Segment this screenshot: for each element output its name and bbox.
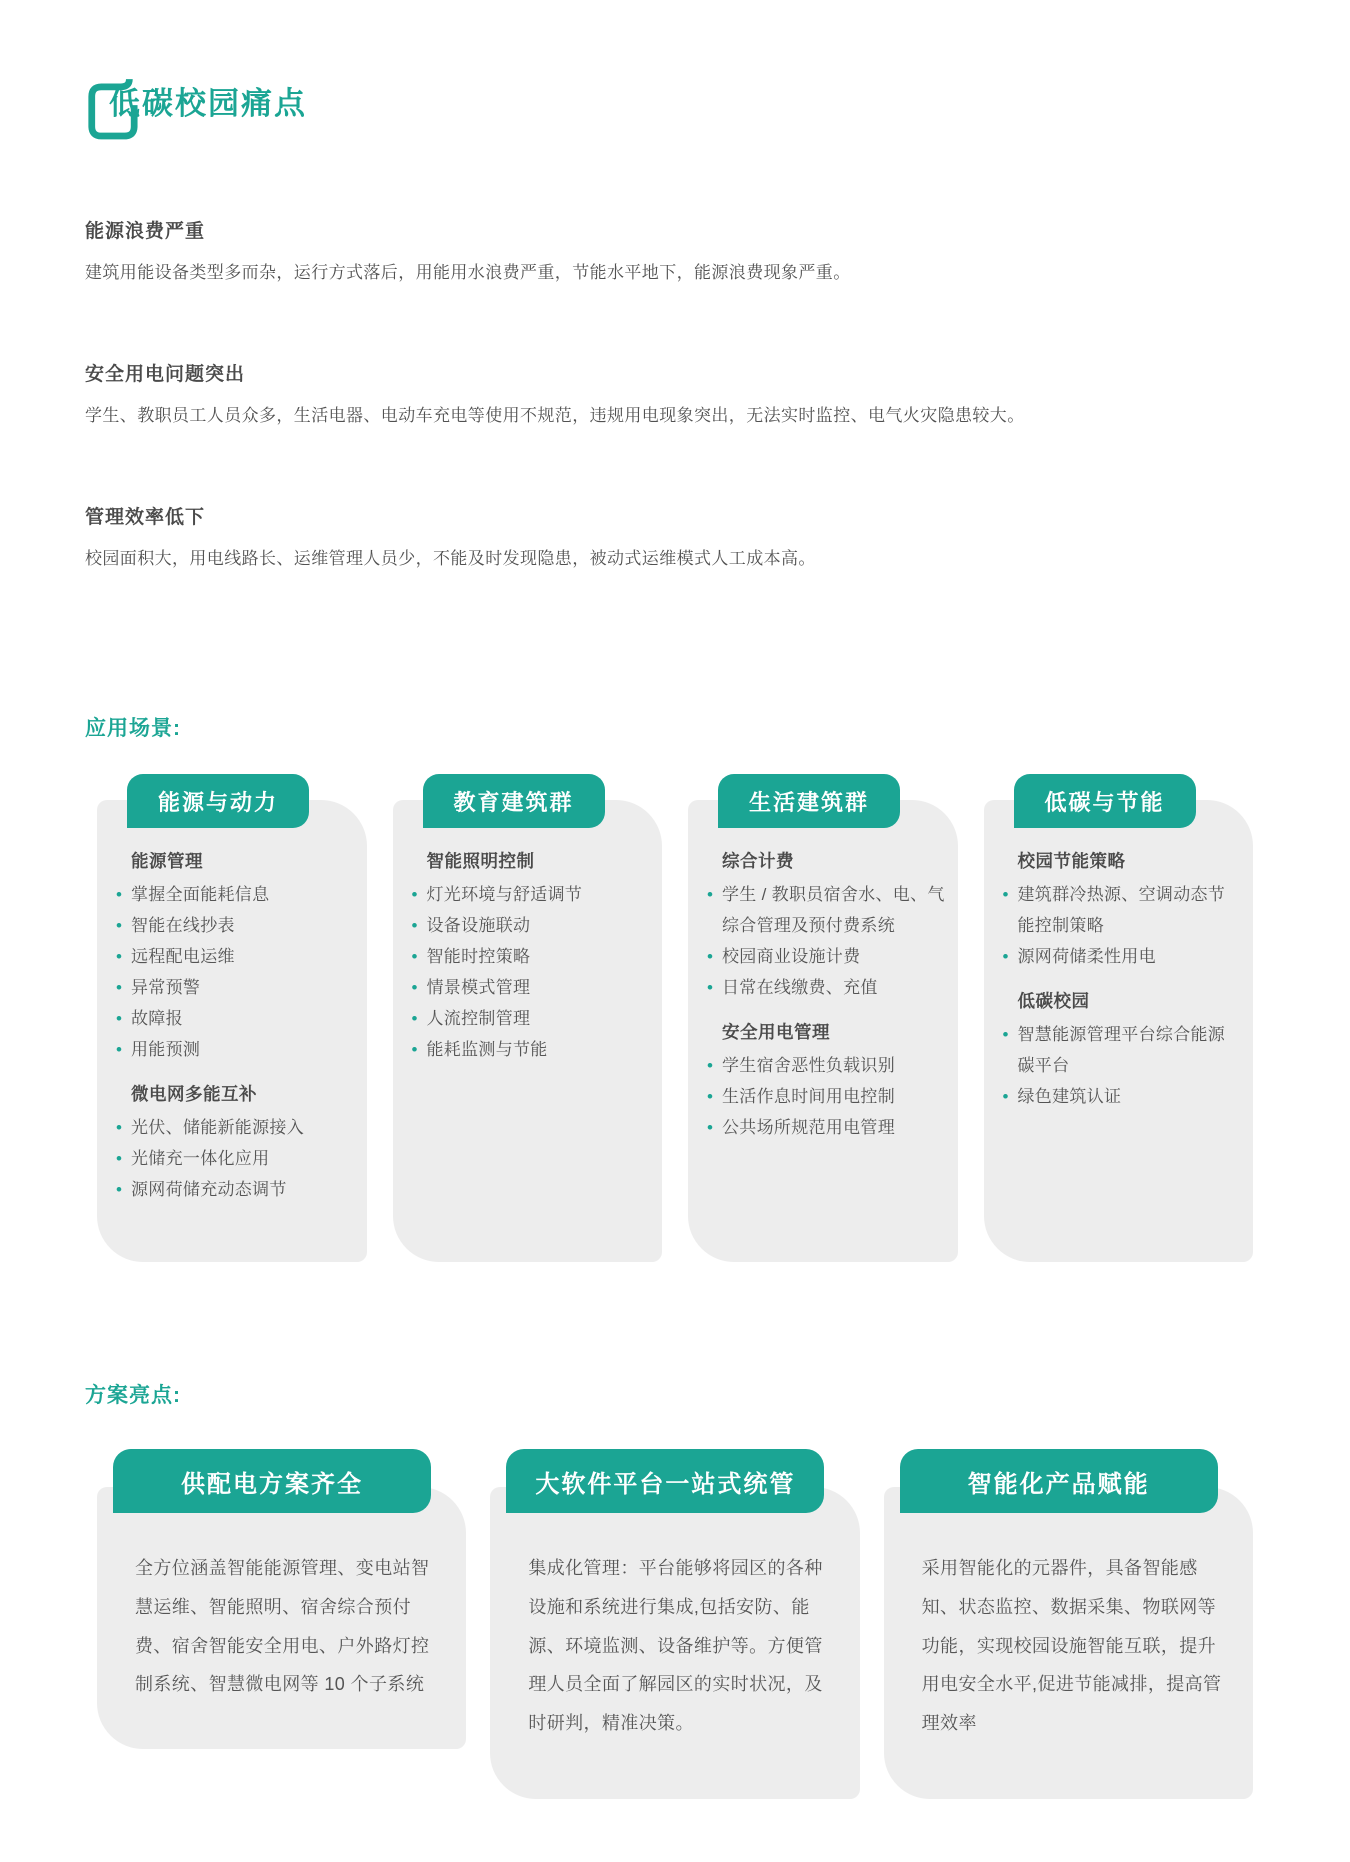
- highlight-card-tab: 供配电方案齐全: [113, 1449, 431, 1513]
- highlight-card-tab: 大软件平台一站式统管: [506, 1449, 824, 1513]
- highlight-card-desc: 集成化管理：平台能够将园区的各种设施和系统进行集成,包括安防、能源、环境监测、设备维护等。方便管理人员全面了解园区的实时状况，及时研判，精准决策。: [528, 1558, 823, 1734]
- highlight-card-body: [884, 1487, 1253, 1770]
- scene-bullet-list: [722, 880, 946, 1004]
- pain-point: [85, 359, 1265, 428]
- pain-point-title: 能源浪费严重: [85, 221, 206, 242]
- scene-bullet-list: [1018, 880, 1242, 973]
- pain-point-desc: 校园面积大，用电线路长、运维管理人员少，不能及时发现隐患，被动式运维模式人工成本高。: [85, 548, 816, 568]
- scene-bullet-item: • 智慧能源管理平台综合能源碳平台: [1018, 1020, 1242, 1082]
- scene-bullet-item: • 源网荷储充动态调节: [131, 1175, 355, 1206]
- scene-bullet-list: [427, 880, 651, 1066]
- highlight-card-body: [97, 1487, 466, 1732]
- scene-bullet-item: • 光储充一体化应用: [131, 1144, 355, 1175]
- highlights-section-label: 方案亮点:: [85, 1384, 181, 1408]
- highlight-card-software-platform: [490, 1470, 859, 1799]
- scene-group-heading: 校园节能策略: [1017, 851, 1126, 872]
- scene-card-tab: 教育建筑群: [423, 774, 605, 828]
- highlight-card-body: [490, 1487, 859, 1770]
- scene-bullet-item: • 人流控制管理: [427, 1004, 651, 1035]
- scene-bullet-item: • 智能在线抄表: [131, 911, 355, 942]
- scene-card-energy-power: [97, 789, 367, 1262]
- scene-bullet-item: • 远程配电运维: [131, 942, 355, 973]
- scene-bullet-item: • 光伏、储能新能源接入: [131, 1113, 355, 1144]
- scene-group-heading: 低碳校园: [1017, 991, 1090, 1012]
- scene-cards-row: [97, 774, 1253, 1262]
- highlight-card-tab: 智能化产品赋能: [900, 1449, 1218, 1513]
- scene-card-body: [393, 800, 663, 1101]
- scene-bullet-item: • 设备设施联动: [427, 911, 651, 942]
- scene-bullet-item: • 能耗监测与节能: [427, 1035, 651, 1066]
- scene-bullet-item: • 异常预警: [131, 973, 355, 1004]
- highlight-card-desc: 全方位涵盖智能能源管理、变电站智慧运维、智能照明、宿舍综合预付费、宿舍智能安全用电、户外路灯控制系统、智慧微电网等 10 个子系统: [135, 1558, 430, 1695]
- scene-bullet-list: [131, 1113, 355, 1206]
- scene-bullet-item: • 源网荷储柔性用电: [1018, 942, 1242, 973]
- highlight-card-desc: 采用智能化的元器件，具备智能感知、状态监控、数据采集、物联网等功能，实现校园设施智能互联，提升用电安全水平,促进节能减排，提高管理效率: [921, 1558, 1222, 1734]
- scene-bullet-item: • 绿色建筑认证: [1018, 1082, 1242, 1113]
- pain-point-desc: 建筑用能设备类型多而杂，运行方式落后，用能用水浪费严重，节能水平地下，能源浪费现象严重。: [85, 263, 851, 282]
- scene-card-tab: 低碳与节能: [1014, 774, 1196, 828]
- pain-points-section: [0, 216, 1350, 570]
- scenes-section-label: 应用场景:: [85, 717, 181, 741]
- scene-group-heading: 综合计费: [722, 851, 794, 872]
- pain-point-title: 安全用电问题突出: [85, 363, 246, 385]
- scene-group-heading: 能源管理: [131, 851, 203, 872]
- page-header: [0, 0, 1350, 146]
- scene-card-lowcarbon-energysaving: [984, 789, 1254, 1262]
- scene-bullet-list: [1018, 1020, 1242, 1113]
- scene-bullet-list: [722, 1051, 946, 1144]
- pain-point: [85, 216, 1265, 285]
- highlight-card-power-distribution: [97, 1470, 466, 1749]
- scene-bullet-item: • 情景模式管理: [427, 973, 651, 1004]
- scene-card-living-buildings: [688, 789, 958, 1262]
- scene-card-body: [97, 800, 367, 1240]
- scene-card-tab: 能源与动力: [127, 774, 309, 828]
- scene-bullet-item: • 学生 / 教职员宿舍水、电、气综合管理及预付费系统: [722, 880, 946, 942]
- scene-bullet-item: • 掌握全面能耗信息: [131, 880, 355, 911]
- highlight-card-intelligent-products: [884, 1470, 1253, 1799]
- scene-group-heading: 微电网多能互补: [131, 1084, 257, 1105]
- highlight-cards-row: [97, 1449, 1253, 1799]
- scene-card-body: [984, 800, 1254, 1148]
- scene-bullet-item: • 日常在线缴费、充值: [722, 973, 946, 1004]
- pain-point: [85, 502, 1265, 571]
- scene-bullet-item: • 用能预测: [131, 1035, 355, 1066]
- scene-group-heading: 智能照明控制: [426, 851, 535, 872]
- scene-bullet-item: • 灯光环境与舒适调节: [427, 880, 651, 911]
- scene-bullet-item: • 公共场所规范用电管理: [722, 1113, 946, 1144]
- scene-group-heading: 安全用电管理: [722, 1022, 830, 1043]
- scene-bullet-list: [131, 880, 355, 1066]
- scene-card-education-buildings: [393, 789, 663, 1262]
- pain-point-title: 管理效率低下: [85, 506, 206, 528]
- scene-card-body: [688, 800, 958, 1179]
- pain-point-desc: 学生、教职员工人员众多，生活电器、电动车充电等使用不规范，违规用电现象突出，无法实时监控、电气火灾隐患较大。: [85, 405, 1025, 425]
- scene-bullet-item: • 学生宿舍恶性负载识别: [722, 1051, 946, 1082]
- scene-bullet-item: • 智能时控策略: [427, 942, 651, 973]
- scene-bullet-item: • 建筑群冷热源、空调动态节能控制策略: [1018, 880, 1242, 942]
- scene-card-tab: 生活建筑群: [718, 774, 900, 828]
- page-title: 低碳校园痛点: [109, 86, 307, 121]
- scene-bullet-item: • 校园商业设施计费: [722, 942, 946, 973]
- scene-bullet-item: • 生活作息时间用电控制: [722, 1082, 946, 1113]
- scene-bullet-item: • 故障报: [131, 1004, 355, 1035]
